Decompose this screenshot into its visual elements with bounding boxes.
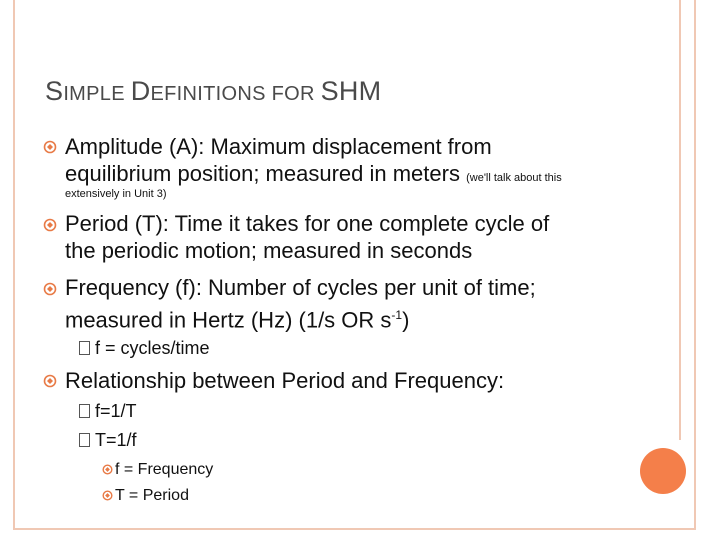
bullet-icon xyxy=(43,218,57,232)
amplitude-line2-text: equilibrium position; measured in meters xyxy=(65,161,460,186)
relationship-sub2: T=1/f xyxy=(95,430,137,450)
checkbox-bullet-icon xyxy=(79,433,90,447)
bullet-icon xyxy=(102,490,116,504)
relationship-sub3b: T = Period xyxy=(115,487,189,504)
title-part: S xyxy=(45,76,64,106)
bullet-icon xyxy=(43,140,57,154)
relationship-sub3a: f = Frequency xyxy=(115,461,214,478)
frequency-line1: Frequency (f): Number of cycles per unit of time; xyxy=(65,275,536,300)
decorative-line xyxy=(679,0,681,440)
bullet-icon xyxy=(43,374,57,388)
amplitude-note-a: (we'll talk about this xyxy=(466,172,562,184)
amplitude-line1: Amplitude (A): Maximum displacement from xyxy=(65,134,492,159)
title-part: EFINITIONS FOR xyxy=(150,83,321,105)
title-part: D xyxy=(130,76,151,106)
amplitude-note-b: extensively in Unit 3) xyxy=(65,188,167,200)
checkbox-bullet-icon xyxy=(79,404,90,418)
frequency-line2-text: measured in Hertz (Hz) (1/s OR s xyxy=(65,307,392,333)
relationship-sub1: f=1/T xyxy=(95,401,137,421)
relationship-line: Relationship between Period and Frequency: xyxy=(65,368,505,393)
slide-title xyxy=(45,76,645,107)
period-line1: Period (T): Time it takes for one complete cycle of xyxy=(65,211,550,236)
bullet-icon xyxy=(43,282,57,296)
frequency-line2 xyxy=(65,302,409,333)
bullet-icon xyxy=(102,464,116,478)
frequency-sub: f = cycles/time xyxy=(95,338,210,358)
frequency-close-paren: ) xyxy=(402,307,410,333)
period-line2: the periodic motion; measured in seconds xyxy=(65,238,473,263)
decorative-circle xyxy=(640,448,686,494)
checkbox-bullet-icon xyxy=(79,341,90,355)
frequency-superscript: -1 xyxy=(391,308,403,322)
title-part: SHM xyxy=(320,76,382,106)
title-part: IMPLE xyxy=(63,83,131,105)
